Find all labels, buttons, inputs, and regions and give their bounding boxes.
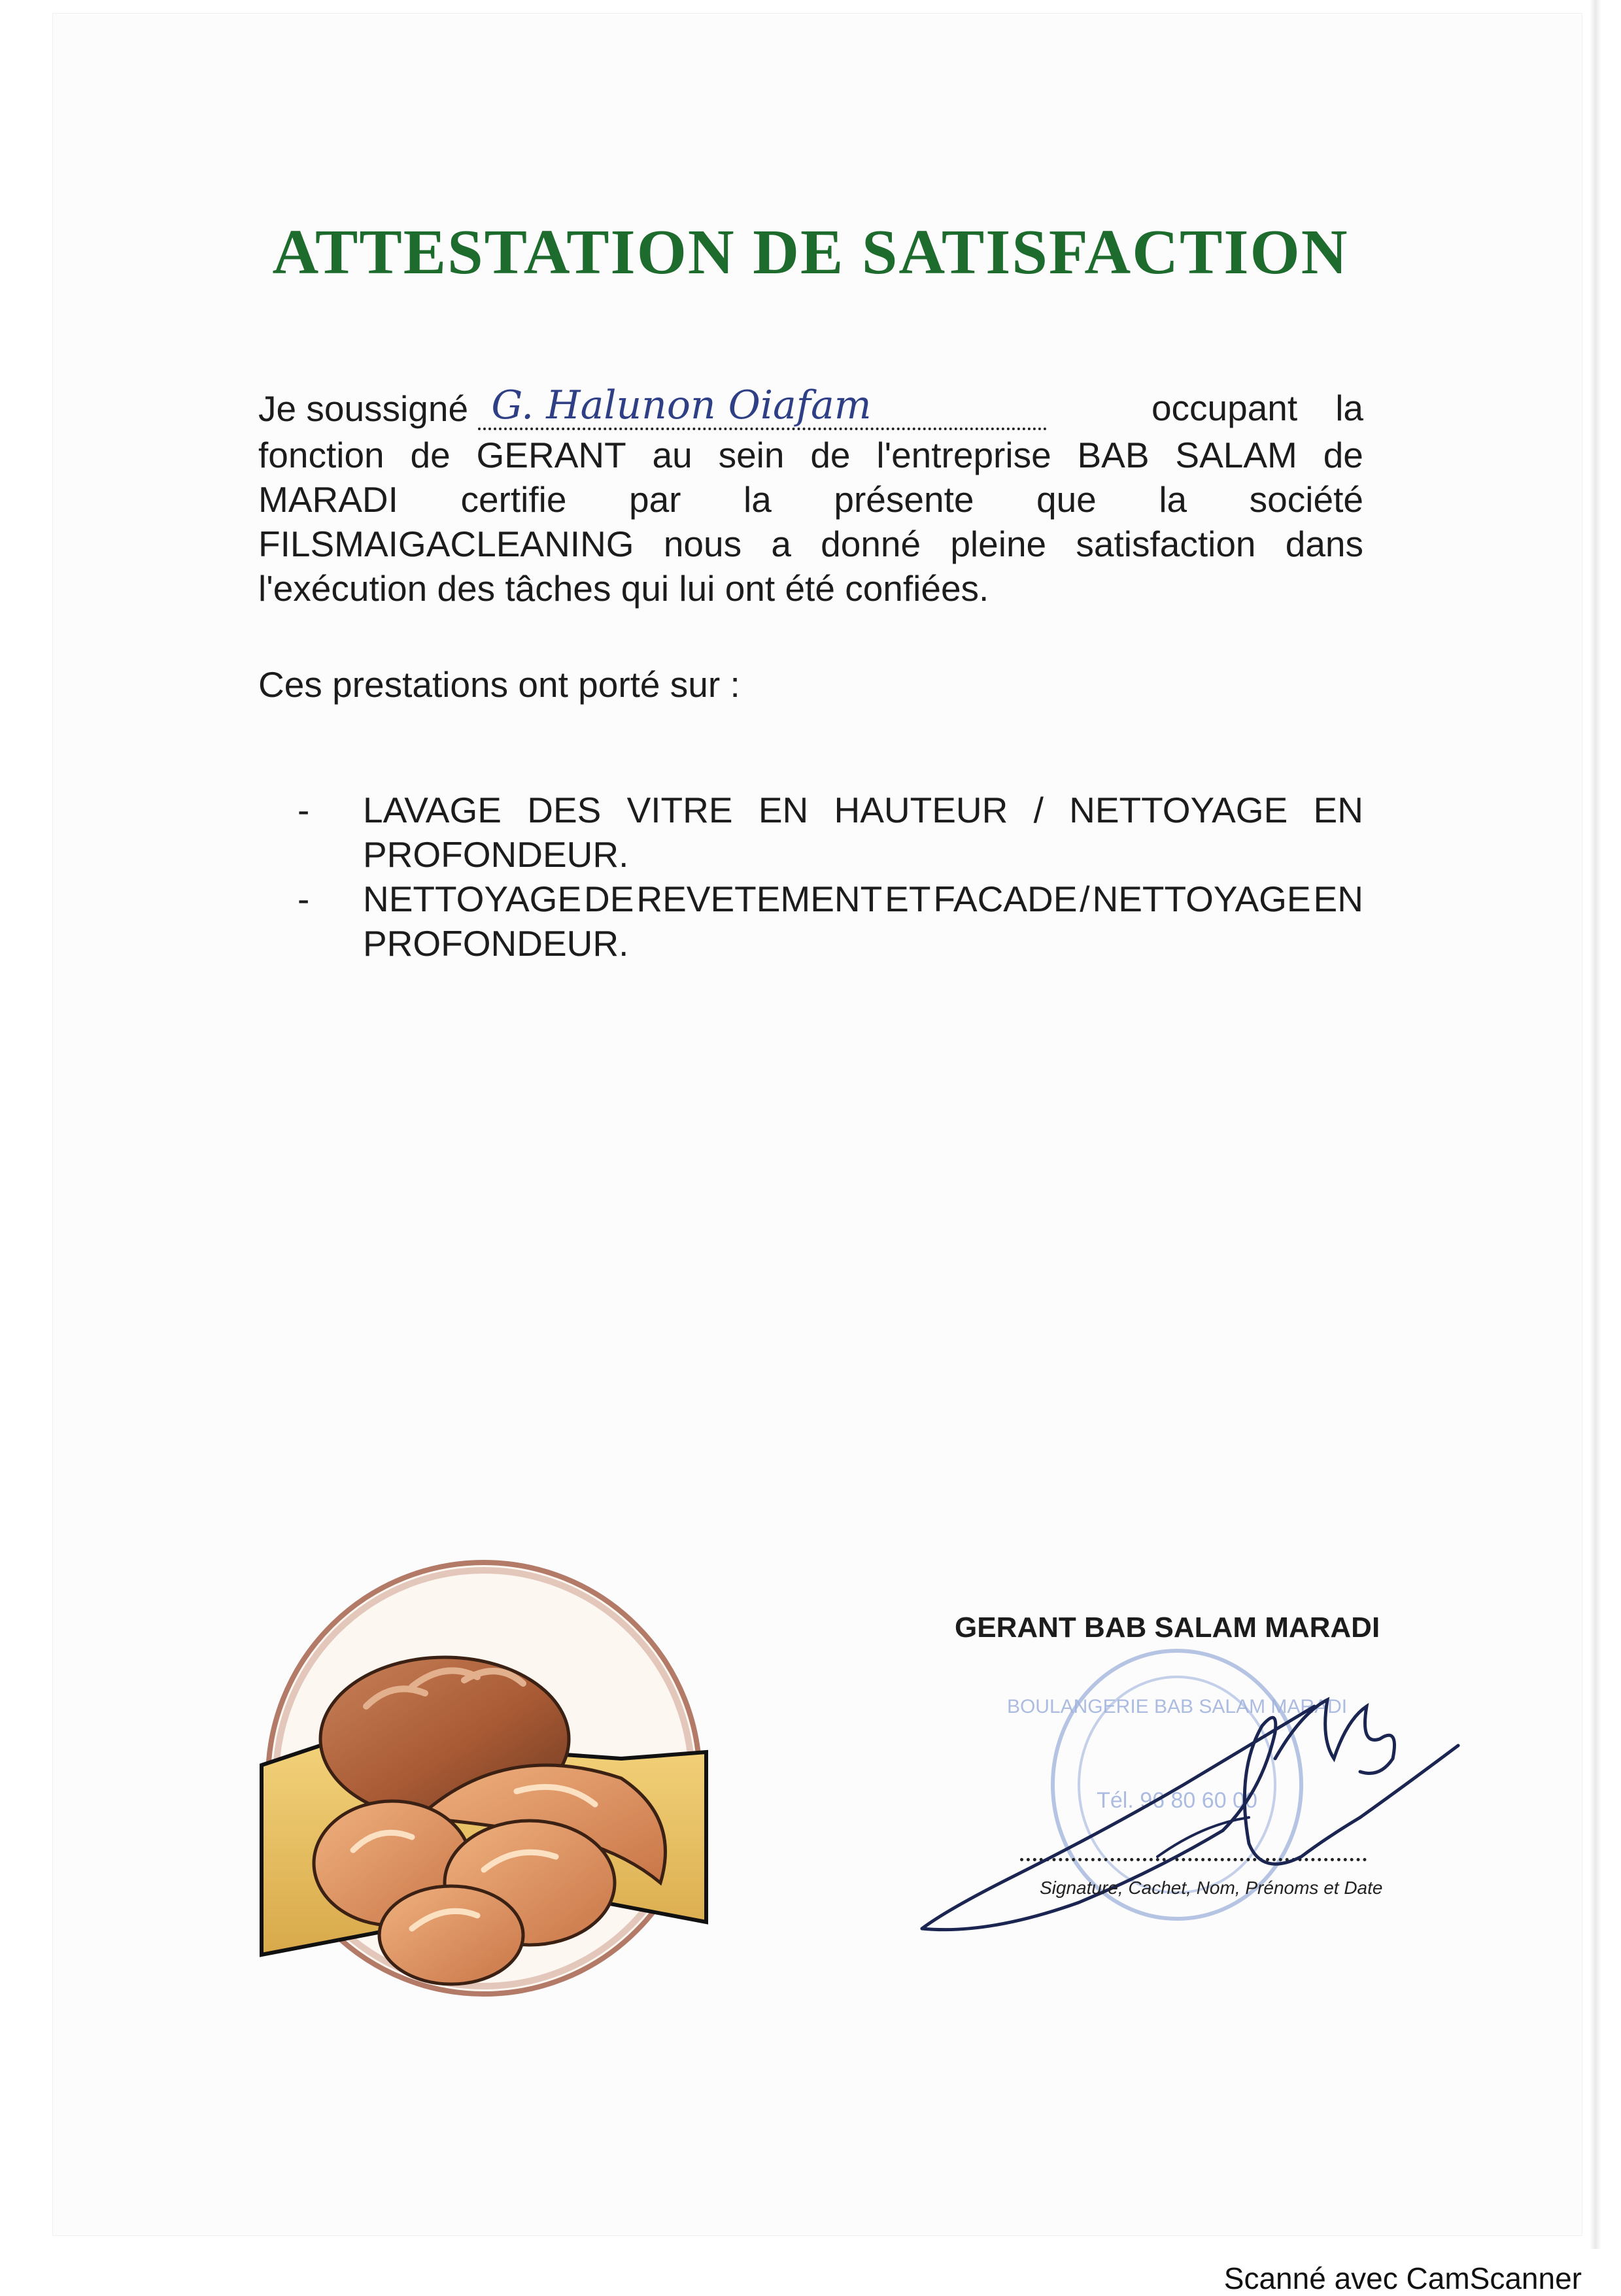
paragraph-line-3 [258,477,1363,522]
word: NETTOYAGE [363,879,582,919]
word: de [810,435,851,475]
word: VITRE [626,790,733,830]
bullet-dash: - [298,879,310,919]
scanner-watermark: Scanné avec CamScanner [1223,2261,1582,2295]
bullet-dash: - [298,790,310,830]
word: / [1033,790,1044,830]
document-title: ATTESTATION DE SATISFACTION [272,217,1349,288]
signatory-heading: GERANT BAB SALAM MARADI [955,1612,1380,1644]
word: DE [584,879,634,919]
word: MARADI [258,479,398,520]
word: la [1159,479,1187,520]
bullet-line-2: PROFONDEUR. [363,834,629,875]
handwritten-name: G. Halunon Oiafam [478,383,1047,430]
list-item [298,788,1363,877]
word: / [1080,879,1090,919]
bullet-line-2: PROFONDEUR. [363,923,629,964]
word: certifie [460,479,567,520]
word: donné [821,524,921,564]
word: satisfaction [1076,524,1256,564]
word: BAB [1077,435,1150,475]
word: sein [718,435,785,475]
soussigne-label: Je soussigné [258,388,469,429]
word: que [1036,479,1097,520]
stamp-tel: Tél. 96 80 60 00 [1097,1788,1257,1813]
paragraph-line-4 [258,522,1363,566]
word: EN [1313,879,1363,919]
word: HAUTEUR [834,790,1008,830]
word: pleine [950,524,1047,564]
word: par [629,479,681,520]
paragraph-line-2 [258,433,1363,477]
la-word: la [1335,388,1363,428]
bread-basket-logo-icon [255,1543,713,2014]
word: au [652,435,692,475]
word: société [1249,479,1363,520]
word: a [771,524,791,564]
word: fonction [258,435,384,475]
attestation-paragraph [258,382,1363,611]
paragraph-line-1 [258,382,1363,433]
prestations-intro: Ces prestations ont porté sur : [258,664,740,705]
signature-caption: Signature, Cachet, Nom, Prénoms et Date [1040,1878,1383,1898]
word: FACADE [933,879,1078,919]
word: NETTOYAGE [1069,790,1288,830]
word: dans [1285,524,1363,564]
word: de [1323,435,1363,475]
word: EN [1313,790,1363,830]
word: GERANT [476,435,626,475]
stamp-text: BOULANGERIE BAB SALAM MARADI [1006,1696,1348,1717]
word: SALAM [1175,435,1297,475]
occupant-word: occupant [1151,388,1298,428]
word: FILSMAIGACLEANING [258,524,634,564]
word: REVETEMENT [636,879,883,919]
word: la [743,479,772,520]
signature-scribble-icon [909,1661,1465,1961]
word: l'entreprise [876,435,1051,475]
word: DES [527,790,602,830]
word: EN [758,790,809,830]
word: de [410,435,451,475]
prestations-list [298,788,1363,966]
word: nous [663,524,742,564]
word: ET [885,879,931,919]
scan-edge [1590,0,1601,2249]
paragraph-line-5: l'exécution des tâches qui lui ont été confiées. [258,568,989,609]
word: présente [834,479,974,520]
list-item [298,877,1363,966]
word: NETTOYAGE [1092,879,1311,919]
word: LAVAGE [363,790,502,830]
